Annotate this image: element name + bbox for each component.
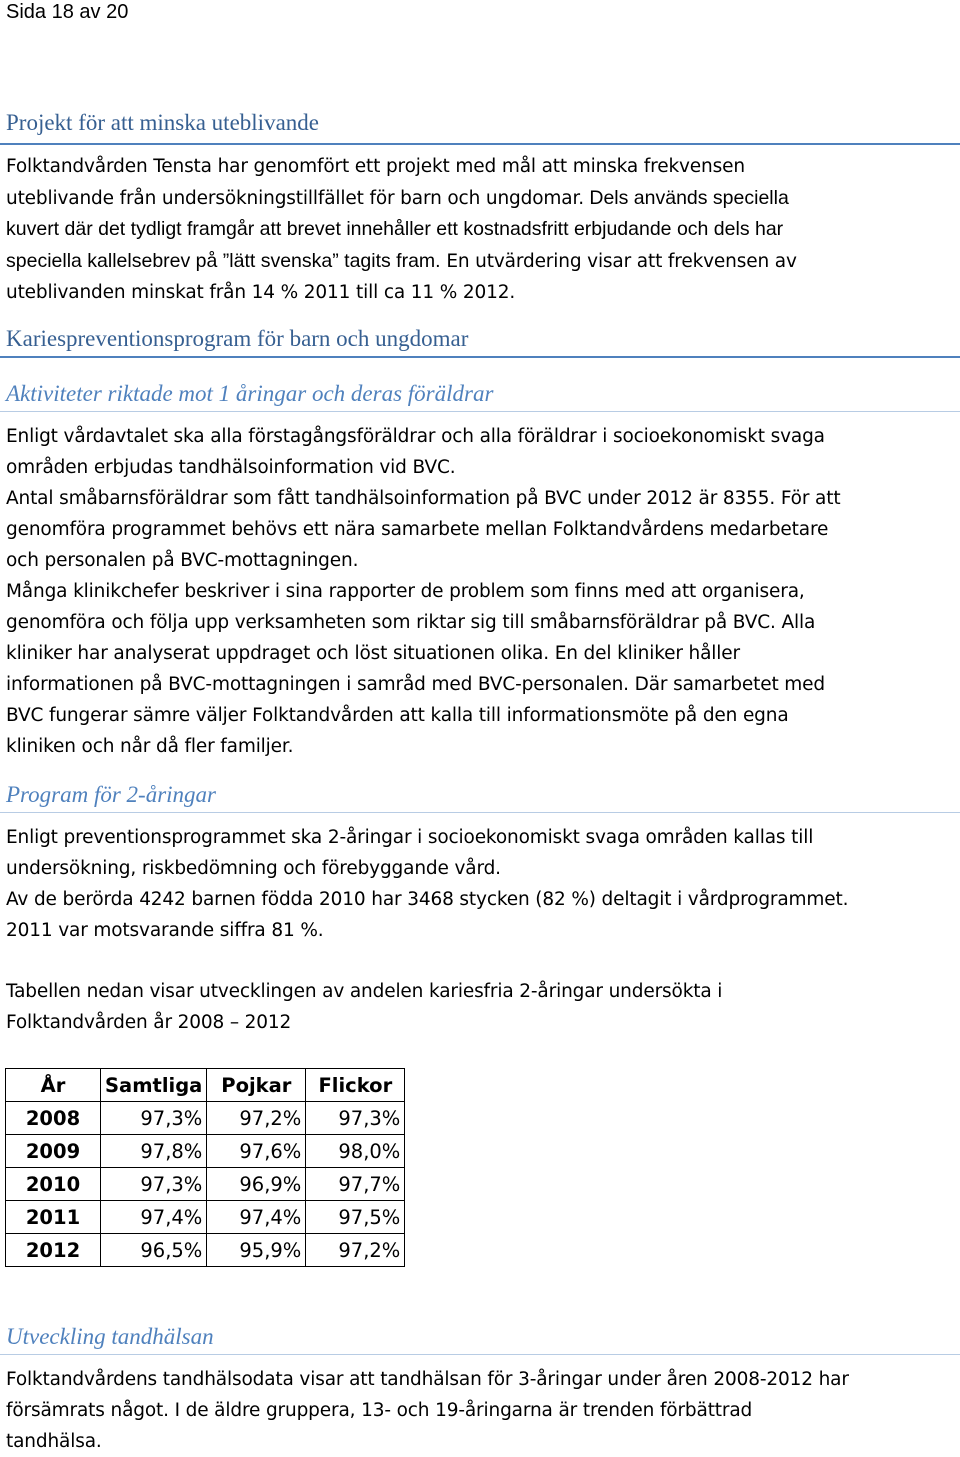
- column-header: Flickor: [306, 1069, 405, 1102]
- paragraph-line: Av de berörda 4242 barnen födda 2010 har 3468 stycken (82 %) deltagit i vårdprogrammet.: [6, 889, 849, 910]
- paragraph-line: uteblivande från undersökningstillfället för barn och ungdomar. Dels används speciella: [6, 187, 789, 209]
- table-cell: 97,5%: [306, 1201, 405, 1234]
- table-cell: 96,5%: [101, 1234, 207, 1267]
- section-heading-2-aringar: Program för 2-åringar: [6, 782, 216, 807]
- paragraph-line: Tabellen nedan visar utvecklingen av andelen kariesfria 2-åringar undersökta i: [6, 981, 723, 1002]
- table-cell: 97,4%: [207, 1201, 306, 1234]
- table-cell: 97,2%: [207, 1102, 306, 1135]
- table-cell: 97,3%: [306, 1102, 405, 1135]
- paragraph-line: kliniken och når då fler familjer.: [6, 736, 294, 757]
- paragraph-line: områden erbjudas tandhälsoinformation vid BVC.: [6, 457, 456, 478]
- section1-paragraph: [6, 151, 797, 308]
- paragraph-line: 2011 var motsvarande siffra 81 %.: [6, 920, 324, 941]
- table-cell: 2008: [6, 1102, 101, 1135]
- table-cell: 2010: [6, 1168, 101, 1201]
- column-header: År: [6, 1069, 101, 1102]
- table-cell: 96,9%: [207, 1168, 306, 1201]
- table-row: [6, 1135, 405, 1168]
- table-cell: 2011: [6, 1201, 101, 1234]
- paragraph-line: uteblivanden minskat från 14 % 2011 till ca 11 % 2012.: [6, 282, 516, 303]
- subheading-rule: [0, 1354, 960, 1355]
- section-heading-uteblivande: Projekt för att minska uteblivande: [6, 110, 319, 135]
- paragraph-line: undersökning, riskbedömning och förebyggande vård.: [6, 858, 501, 879]
- section-heading-tandhalsan: Utveckling tandhälsan: [6, 1324, 214, 1349]
- section3-paragraph: [6, 822, 848, 946]
- paragraph-line: Folktandvården år 2008 – 2012: [6, 1012, 292, 1033]
- column-header: Pojkar: [207, 1069, 306, 1102]
- paragraph-line: Antal småbarnsföräldrar som fått tandhälsoinformation på BVC under 2012 är 8355. För att: [6, 488, 841, 509]
- paragraph-line: försämrats något. I de äldre gruppera, 13- och 19-åringarna är trenden förbättrad: [6, 1400, 753, 1421]
- table-cell: 97,3%: [101, 1102, 207, 1135]
- paragraph-line: BVC fungerar sämre väljer Folktandvården att kalla till informationsmöte på den egna: [6, 705, 789, 726]
- subheading-rule: [0, 812, 960, 813]
- section4-paragraph: [6, 1364, 849, 1457]
- kariesfria-table: [5, 1068, 405, 1267]
- table-cell: 97,8%: [101, 1135, 207, 1168]
- table-cell: 97,4%: [101, 1201, 207, 1234]
- page-number: Sida 18 av 20: [6, 1, 129, 23]
- paragraph-line: tandhälsa.: [6, 1431, 102, 1452]
- heading-rule: [0, 143, 960, 145]
- table-cell: 97,3%: [101, 1168, 207, 1201]
- table-cell: 2009: [6, 1135, 101, 1168]
- heading-rule: [0, 356, 960, 358]
- paragraph-line: informationen på BVC-mottagningen i samråd med BVC-personalen. Där samarbetet med: [6, 674, 825, 695]
- paragraph-line: genomföra och följa upp verksamheten som riktar sig till småbarnsföräldrar på BVC. Alla: [6, 612, 816, 633]
- paragraph-line: Enligt vårdavtalet ska alla förstagångsföräldrar och alla föräldrar i socioekonomiskt svaga: [6, 426, 825, 447]
- paragraph-line: Folktandvårdens tandhälsodata visar att tandhälsan för 3-åringar under åren 2008-2012 har: [6, 1369, 849, 1390]
- paragraph-line: Folktandvården Tensta har genomfört ett projekt med mål att minska frekvensen: [6, 156, 745, 177]
- paragraph-line: genomföra programmet behövs ett nära samarbete mellan Folktandvårdens medarbetare: [6, 519, 829, 540]
- table-cell: 97,2%: [306, 1234, 405, 1267]
- table-cell: 97,6%: [207, 1135, 306, 1168]
- subheading-rule: [0, 411, 960, 412]
- paragraph-line: Enligt preventionsprogrammet ska 2-åringar i socioekonomiskt svaga områden kallas till: [6, 827, 814, 848]
- section-heading-kariesprevention: Kariespreventionsprogram för barn och ungdomar: [6, 326, 469, 351]
- table-row: [6, 1201, 405, 1234]
- section2-paragraph: [6, 421, 840, 762]
- paragraph-line: och personalen på BVC-mottagningen.: [6, 550, 359, 571]
- table-cell: 98,0%: [306, 1135, 405, 1168]
- table-cell: 95,9%: [207, 1234, 306, 1267]
- table-cell: 2012: [6, 1234, 101, 1267]
- table-cell: 97,7%: [306, 1168, 405, 1201]
- table-intro: [6, 976, 722, 1038]
- table-row: [6, 1102, 405, 1135]
- table-header-row: [6, 1069, 405, 1102]
- paragraph-line: Många klinikchefer beskriver i sina rapporter de problem som finns med att organisera,: [6, 581, 805, 602]
- paragraph-line: kliniker har analyserat uppdraget och löst situationen olika. En del kliniker håller: [6, 643, 740, 664]
- table-row: [6, 1234, 405, 1267]
- subheading-aktiviteter: Aktiviteter riktade mot 1 åringar och deras föräldrar: [6, 381, 494, 406]
- column-header: Samtliga: [101, 1069, 207, 1102]
- paragraph-line: speciella kallelsebrev på ”lätt svenska” tagits fram. En utvärdering visar att frekvensen av: [6, 250, 797, 272]
- paragraph-line: kuvert där det tydligt framgår att brevet innehåller ett kostnadsfritt erbjudande och dels har: [6, 218, 784, 240]
- table-row: [6, 1168, 405, 1201]
